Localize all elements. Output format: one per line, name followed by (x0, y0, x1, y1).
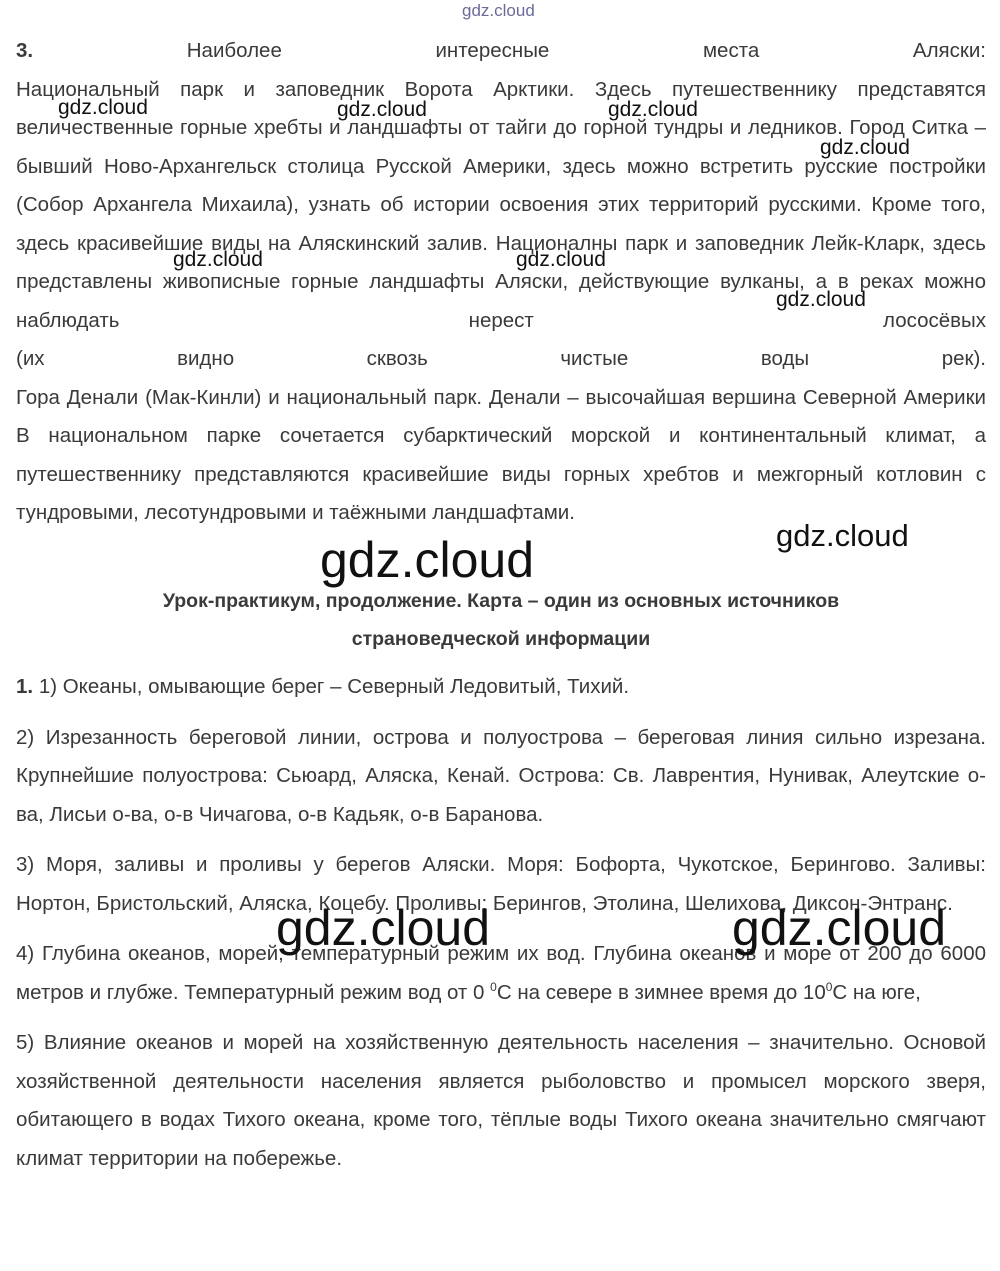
answer-4-degree-1: 0 (490, 979, 497, 994)
section-heading (16, 582, 986, 658)
answer-4-part-2: С на севере в зимнее время до 10 (496, 980, 826, 1004)
watermark-2: gdz.cloud (337, 98, 427, 121)
watermark-1: gdz.cloud (58, 96, 148, 119)
section-heading-line-2: страноведческой информации (351, 628, 651, 650)
answer-4-degree-2: 0 (825, 979, 833, 994)
answer-4-part-1: 4) Глубина океанов, морей, температурный режим их вод. Глубина океанов и море от 200 до 6000 метров и глубже. Температурный режим вод от 0 (16, 942, 986, 1004)
watermark-top: gdz.cloud (462, 1, 535, 20)
watermark-7: gdz.cloud (776, 288, 866, 311)
watermark-4: gdz.cloud (820, 136, 910, 159)
task-3 (16, 32, 986, 533)
answer-3: 3) Моря, заливы и проливы у берегов Аляски. Моря: Бофорта, Чукотское, Берингово. Заливы: Нортон, Бристольский, Аляска, Коцебу. Проливы: Берингов, Этолина, Шелихова, Диксон-Энтранс. (16, 853, 986, 915)
task-3-body-2: Гора Денали (Мак-Кинли) и национальный парк. Денали – высочайшая вершина Северной Америки В национальном парке сочетается субарктический морской и континентальный климат, а путешественнику представляются красивейшие виды горных хребтов и межгорный котловин с тундровыми, лесотундровыми и таёжными ландшафтами. (16, 385, 986, 524)
watermark-3: gdz.cloud (608, 98, 698, 121)
watermark-10: gdz.cloud (276, 900, 491, 956)
watermark-9: gdz.cloud (320, 532, 535, 588)
answer-5: 5) Влияние океанов и морей на хозяйственную деятельность населения – значительно. Основой хозяйственной деятельности населения является рыболовство и промысел морского зверя, обитающего в водах Тихого океана, кроме того, тёплые воды Тихого океана значительно смягчают климат территории на побережье. (16, 1031, 986, 1170)
answer-4-part-3: С на юге, (832, 980, 921, 1004)
answer-1-number: 1. (16, 675, 34, 698)
task-3-word-2: интересные (435, 39, 550, 62)
task-3-first-line (16, 32, 986, 71)
section-heading-line-1: Урок-практикум, продолжение. Карта – один из основных источников (162, 590, 840, 612)
task-3-word-3: места (702, 39, 760, 62)
watermark-5: gdz.cloud (173, 248, 263, 271)
answer-2: 2) Изрезанность береговой линии, острова и полуострова – береговая линия сильно изрезана. Крупнейшие полуострова: Сьюард, Аляска, Кенай. Острова: Св. Лаврентия, Нунивак, Алеутские о-ва, Лисьи о-ва, о-в Чичагова, о-в Кадьяк, о-в Баранова. (16, 725, 986, 826)
watermark-8: gdz.cloud (776, 518, 909, 553)
task-3-word-4: Аляски: (912, 39, 986, 62)
task-3-word-1: Наиболее (186, 39, 282, 62)
task-3-river-line: (их видно сквозь чистые воды рек). (16, 347, 986, 370)
task-3-body: Национальный парк и заповедник Ворота Арктики. Здесь путешественнику представятся величественные горные хребты и ландшафты от тайги до горной тундры и ледников. Город Ситка – бывший Ново-Архангельск столица Русской Америки, здесь можно встретить русские постройки (Собор Архангела Михаила), узнать об истории освоения этих территорий русскими. Кроме того, здесь красивейшие виды на Аляскинский залив. Националны парк и заповедник Лейк-Кларк, здесь представлены живописные горные ландшафты Аляски, действующие вулканы, а в реках можно наблюдать нерест лососёвых (16, 77, 986, 332)
watermark-6: gdz.cloud (516, 248, 606, 271)
watermark-11: gdz.cloud (732, 900, 947, 956)
answer-1-text: 1) Океаны, омывающие берег – Северный Ледовитый, Тихий. (38, 675, 630, 698)
task-3-number: 3. (16, 39, 34, 62)
answer-1 (16, 668, 986, 707)
